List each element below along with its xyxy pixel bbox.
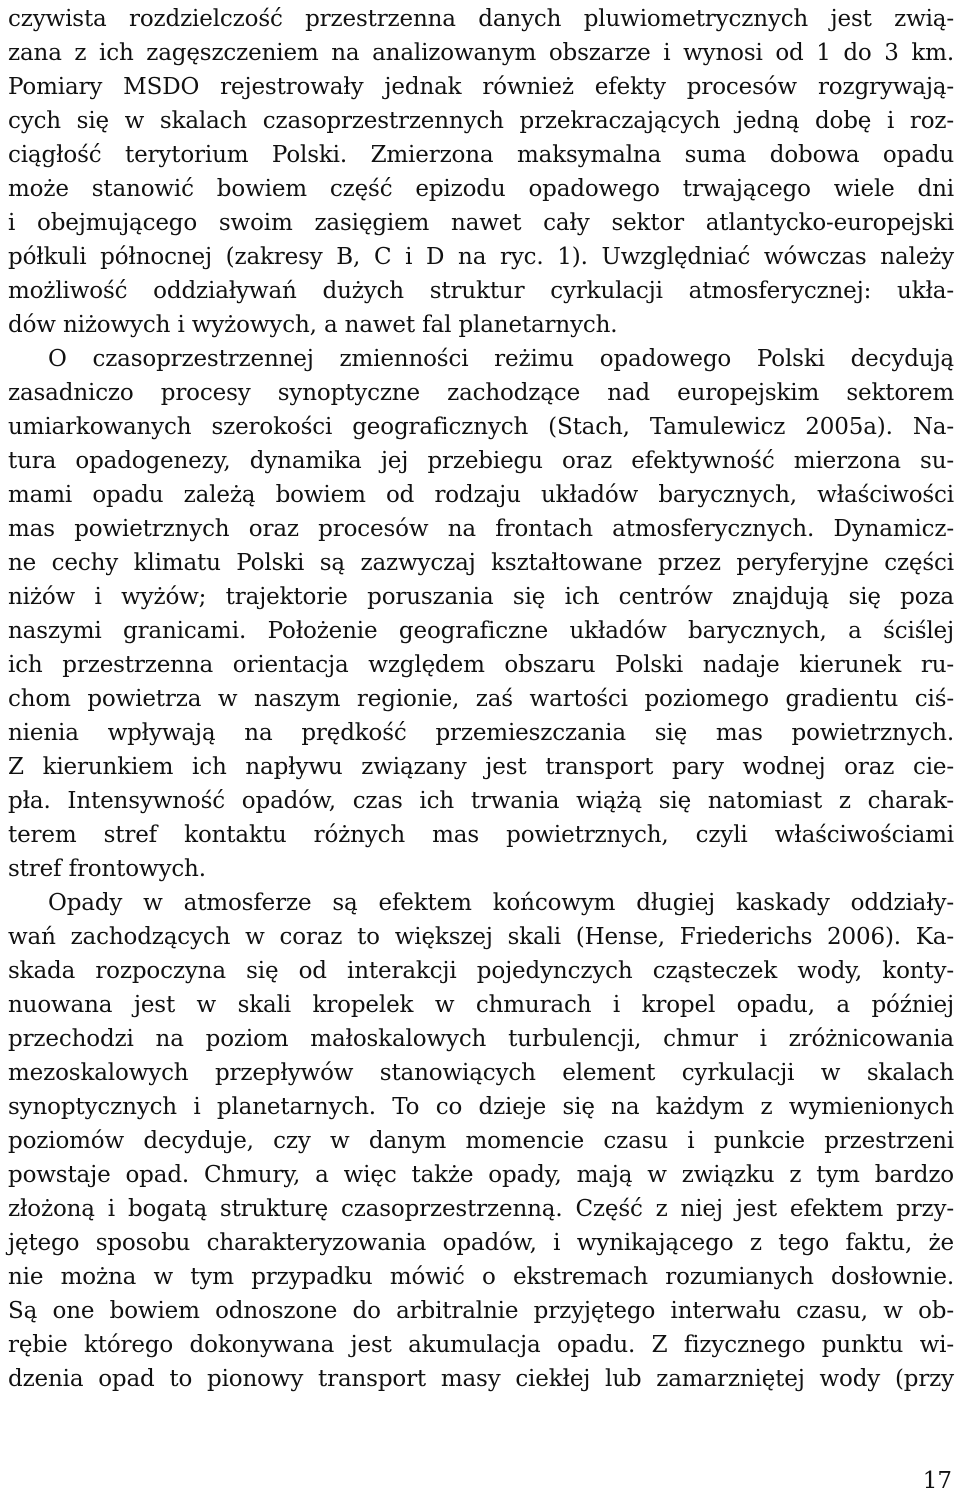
text-line: możliwość oddziaływań dużych struktur cyrkulacji atmosferycznej: ukła-	[8, 278, 954, 304]
text-line: jętego sposobu charakteryzowania opadów, i wynikającego z tego faktu, że	[8, 1230, 954, 1256]
text-line: dów niżowych i wyżowych, a nawet fal planetarnych.	[8, 312, 618, 338]
text-line: skada rozpoczyna się od interakcji pojedynczych cząsteczek wody, konty-	[8, 958, 954, 984]
text-line: naszymi granicami. Położenie geograficzne układów barycznych, a ściślej	[8, 618, 954, 644]
text-line: ich przestrzenna orientacja względem obszaru Polski nadaje kierunek ru-	[8, 652, 954, 678]
text-line: przechodzi na poziom małoskalowych turbulencji, chmur i zróżnicowania	[8, 1026, 954, 1052]
text-line: tura opadogenezy, dynamika jej przebiegu oraz efektywność mierzona su-	[8, 448, 954, 474]
text-line: półkuli północnej (zakresy B, C i D na ryc. 1). Uwzględniać wówczas należy	[8, 244, 954, 270]
text-line: Są one bowiem odnoszone do arbitralnie przyjętego interwału czasu, w ob-	[8, 1298, 954, 1324]
paragraph-1	[8, 2, 954, 342]
text-line: terem stref kontaktu różnych mas powietrznych, czyli właściwościami	[8, 822, 954, 848]
text-line: zasadniczo procesy synoptyczne zachodzące nad europejskim sektorem	[8, 380, 954, 406]
text-line: cych się w skalach czasoprzestrzennych przekraczających jedną dobę i roz-	[8, 108, 954, 134]
text-line: niżów i wyżów; trajektorie poruszania się ich centrów znajdują się poza	[8, 584, 954, 610]
text-line: ciągłość terytorium Polski. Zmierzona maksymalna suma dobowa opadu	[8, 142, 954, 168]
page-number: 17	[922, 1468, 952, 1494]
document-body	[8, 2, 954, 1396]
text-line: mezoskalowych przepływów stanowiących element cyrkulacji w skalach	[8, 1060, 954, 1086]
text-line: umiarkowanych szerokości geograficznych (Stach, Tamulewicz 2005a). Na-	[8, 414, 954, 440]
text-line: stref frontowych.	[8, 856, 206, 882]
paragraph-3	[8, 886, 954, 1396]
text-line: synoptycznych i planetarnych. To co dzieje się na każdym z wymienionych	[8, 1094, 954, 1120]
text-line: Opady w atmosferze są efektem końcowym długiej kaskady oddziały-	[48, 890, 954, 916]
text-line: nuowana jest w skali kropelek w chmurach i kropel opadu, a później	[8, 992, 954, 1018]
paragraph-2	[8, 342, 954, 886]
text-line: mami opadu zależą bowiem od rodzaju układów barycznych, właściwości	[8, 482, 954, 508]
text-line: Z kierunkiem ich napływu związany jest transport pary wodnej oraz cie-	[8, 754, 954, 780]
text-line: nienia wpływają na prędkość przemieszczania się mas powietrznych.	[8, 720, 954, 746]
text-line: czywista rozdzielczość przestrzenna danych pluwiometrycznych jest zwią-	[8, 6, 954, 32]
text-line: i obejmującego swoim zasięgiem nawet cały sektor atlantycko-europejski	[8, 210, 954, 236]
text-line: rębie którego dokonywana jest akumulacja opadu. Z fizycznego punktu wi-	[8, 1332, 954, 1358]
text-line: pła. Intensywność opadów, czas ich trwania wiążą się natomiast z charak-	[8, 788, 954, 814]
text-line: poziomów decyduje, czy w danym momencie czasu i punkcie przestrzeni	[8, 1128, 954, 1154]
text-line: Pomiary MSDO rejestrowały jednak również efekty procesów rozgrywają-	[8, 74, 954, 100]
text-line: O czasoprzestrzennej zmienności reżimu opadowego Polski decydują	[48, 346, 954, 372]
text-line: mas powietrznych oraz procesów na frontach atmosferycznych. Dynamicz-	[8, 516, 954, 542]
text-line: ne cechy klimatu Polski są zazwyczaj kształtowane przez peryferyjne części	[8, 550, 954, 576]
text-line: chom powietrza w naszym regionie, zaś wartości poziomego gradientu ciś-	[8, 686, 954, 712]
text-line: złożoną i bogatą strukturę czasoprzestrzenną. Część z niej jest efektem przy-	[8, 1196, 954, 1222]
text-line: zana z ich zagęszczeniem na analizowanym obszarze i wynosi od 1 do 3 km.	[8, 40, 954, 66]
text-line: nie można w tym przypadku mówić o ekstremach rozumianych dosłownie.	[8, 1264, 954, 1290]
text-line: może stanowić bowiem część epizodu opadowego trwającego wiele dni	[8, 176, 954, 202]
text-line: dzenia opad to pionowy transport masy ciekłej lub zamarzniętej wody (przy	[8, 1366, 954, 1392]
text-line: powstaje opad. Chmury, a więc także opady, mają w związku z tym bardzo	[8, 1162, 954, 1188]
text-line: wań zachodzących w coraz to większej skali (Hense, Friederichs 2006). Ka-	[8, 924, 954, 950]
